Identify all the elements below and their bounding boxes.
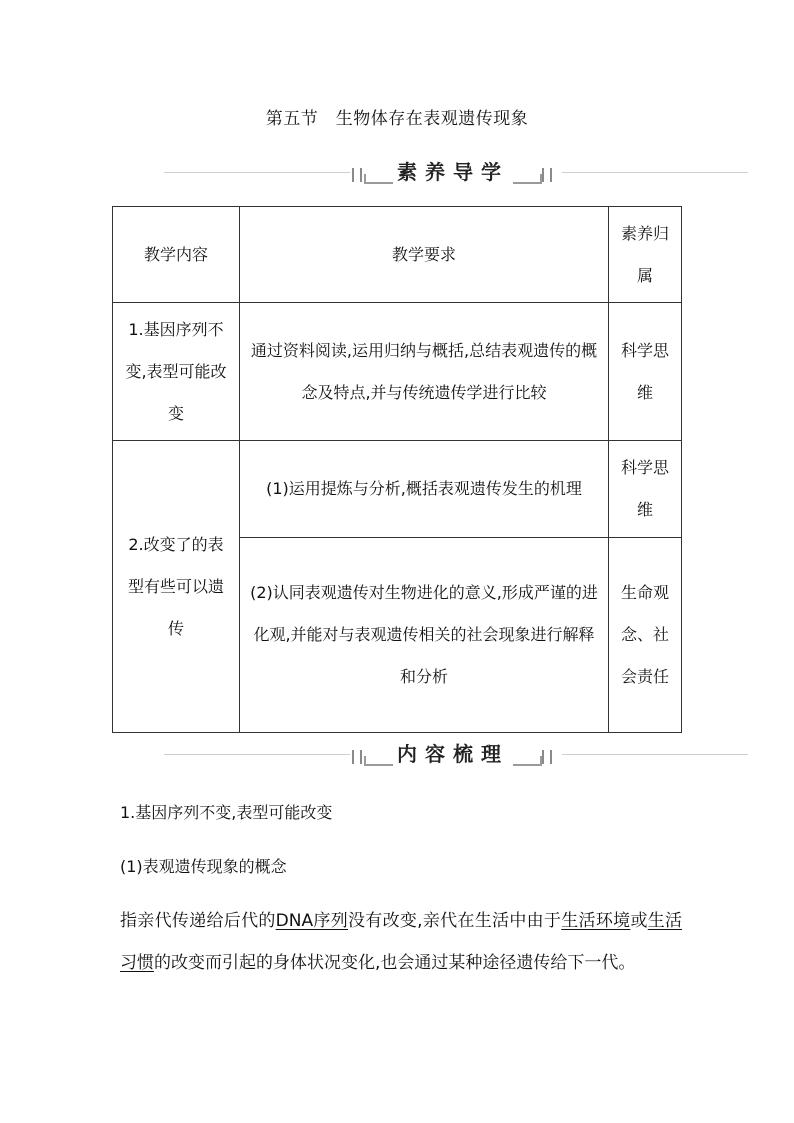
row2-requirement: (1)运用提炼与分析,概括表观遗传发生的机理 [240,441,609,538]
row3-literacy: 生命观念、社会责任 [609,538,682,733]
section-banner-content [164,742,748,768]
underlined-term: DNA序列 [275,911,348,931]
underlined-term: 生活环境 [561,911,631,931]
row1-content: 1.基因序列不变,表型可能改变 [113,303,240,441]
text-span: 的改变而引起的身体状况变化,也会通过某种途径遗传给下一代。 [154,953,636,973]
header-requirement: 教学要求 [240,207,609,303]
text-span: 指亲代传递给后代的 [120,911,276,931]
concept-paragraph [120,900,682,984]
header-content: 教学内容 [113,207,240,303]
banner-label: 内容梳理 [393,742,513,766]
banner-label: 素养导学 [393,160,513,184]
section-heading: 1.基因序列不变,表型可能改变 [120,803,333,822]
header-literacy: 素养归属 [609,207,682,303]
row2-literacy: 科学思维 [609,441,682,538]
teaching-table [112,206,682,733]
page-title: 第五节 生物体存在表观遗传现象 [265,109,529,129]
row1-requirement: 通过资料阅读,运用归纳与概括,总结表观遗传的概念及特点,并与传统遗传学进行比较 [240,303,609,441]
underlined-term: 生活习惯 [120,911,683,973]
row3-requirement: (2)认同表观遗传对生物进化的意义,形成严谨的进化观,并能对与表观遗传相关的社会现象进行解释和分析 [240,538,609,733]
text-span: 或 [630,911,648,931]
row1-literacy: 科学思维 [609,303,682,441]
subsection-heading: (1)表观遗传现象的概念 [120,857,287,876]
section-banner-guide [164,160,748,186]
text-span: 没有改变,亲代在生活中由于 [348,911,562,931]
row2-content: 2.改变了的表型有些可以遗传 [113,441,240,733]
